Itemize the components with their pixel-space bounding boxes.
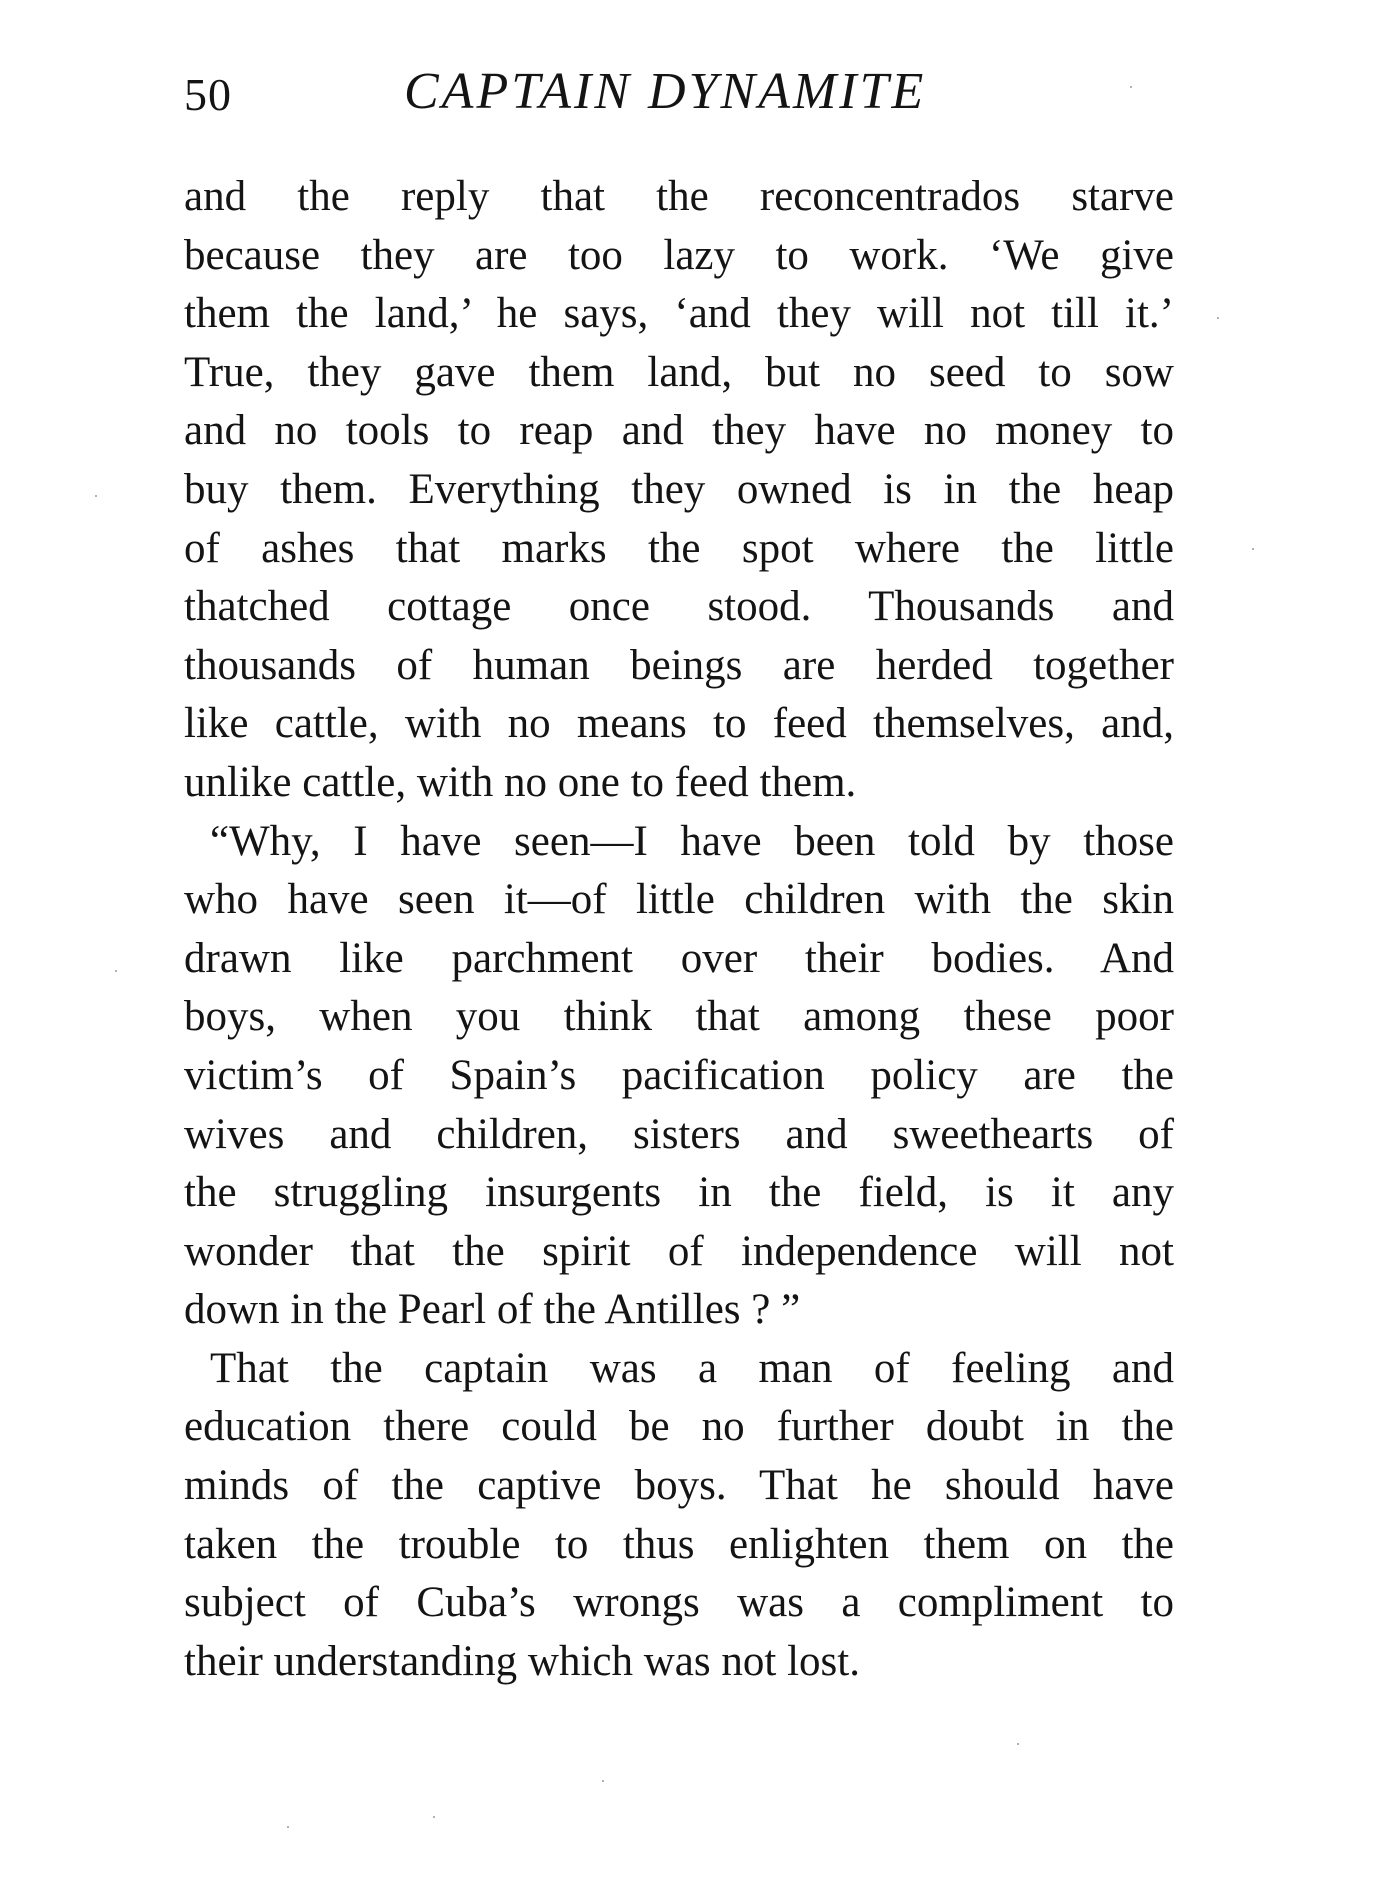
speck <box>1017 1743 1019 1745</box>
text-line: victim’s of Spain’s pacification policy are the <box>184 1051 1174 1099</box>
speck <box>95 495 97 497</box>
text-line: unlike cattle, with no one to feed them. <box>184 758 857 806</box>
paragraph-1 <box>184 168 1174 813</box>
text-line: wives and children, sisters and sweethearts of <box>184 1110 1174 1158</box>
text-line: education there could be no further doubt in the <box>184 1403 1174 1451</box>
text-line: “Why, I have seen—I have been told by those <box>210 817 1174 865</box>
speck <box>1252 548 1254 550</box>
speck <box>602 1780 604 1782</box>
body-text <box>184 168 1174 1691</box>
text-line: of ashes that marks the spot where the little <box>184 524 1174 572</box>
speck <box>1130 86 1132 88</box>
speck <box>115 970 117 972</box>
text-line: That the captain was a man of feeling and <box>210 1344 1174 1392</box>
speck <box>287 1826 289 1828</box>
text-line: True, they gave them land, but no seed to sow <box>184 348 1174 396</box>
text-line: them the land,’ he says, ‘and they will not till it.’ <box>184 290 1174 338</box>
text-line: drawn like parchment over their bodies. And <box>184 934 1174 982</box>
speck <box>1217 317 1219 319</box>
text-line: buy them. Everything they owned is in the heap <box>184 465 1174 513</box>
text-line: and no tools to reap and they have no money to <box>184 407 1174 455</box>
text-line: subject of Cuba’s wrongs was a compliment to <box>184 1579 1174 1627</box>
paragraph-2 <box>184 813 1174 1340</box>
text-line: and the reply that the reconcentrados starve <box>184 173 1174 220</box>
speck <box>433 1816 435 1818</box>
page-header <box>184 62 1184 132</box>
page-number: 50 <box>184 69 232 120</box>
paragraph-3 <box>184 1340 1174 1692</box>
text-line: boys, when you think that among these poor <box>184 993 1174 1041</box>
running-title: CAPTAIN DYNAMITE <box>404 63 927 120</box>
text-line: minds of the captive boys. That he should have <box>184 1462 1174 1510</box>
text-line: wonder that the spirit of independence will not <box>184 1227 1174 1275</box>
text-line: down in the Pearl of the Antilles ? ” <box>184 1286 801 1334</box>
text-line: thatched cottage once stood. Thousands and <box>184 583 1174 631</box>
text-line: their understanding which was not lost. <box>184 1637 860 1685</box>
text-line: like cattle, with no means to feed themselves, and, <box>184 700 1174 748</box>
text-line: the struggling insurgents in the field, is it any <box>184 1169 1174 1217</box>
text-line: because they are too lazy to work. ‘We give <box>184 231 1174 279</box>
text-line: taken the trouble to thus enlighten them on the <box>184 1520 1174 1568</box>
text-line: who have seen it—of little children with the skin <box>184 876 1174 924</box>
text-line: thousands of human beings are herded together <box>184 641 1174 689</box>
